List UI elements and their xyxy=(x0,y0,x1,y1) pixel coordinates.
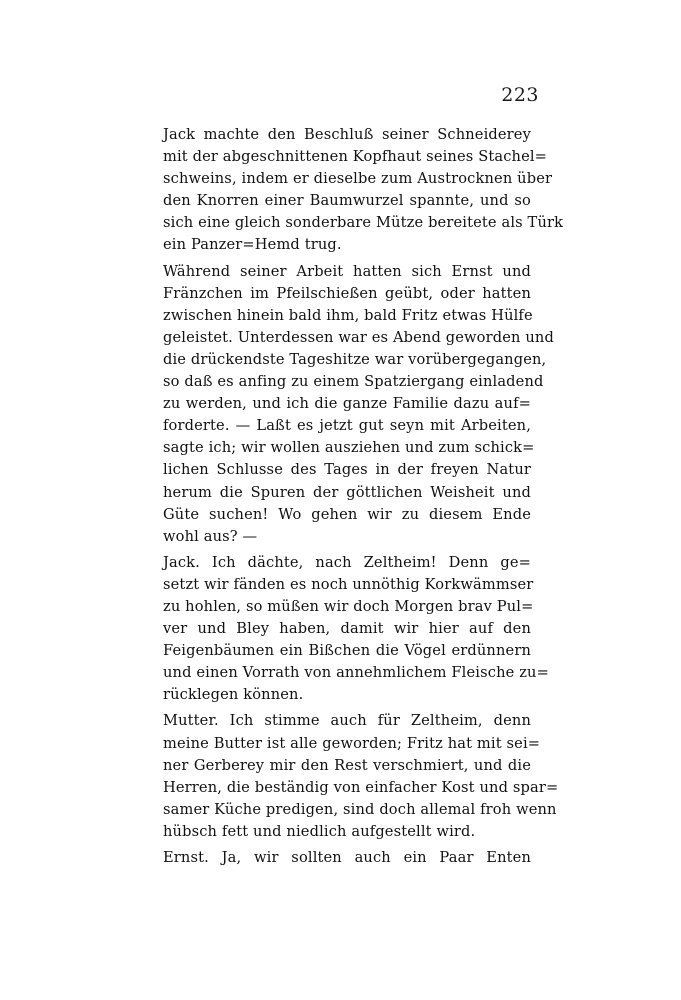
text-line: ver und Bley haben, damit wir hier auf den xyxy=(163,620,531,638)
text-line: mit der abgeschnittenen Kopfhaut seines Stachel= xyxy=(163,148,548,166)
text-line: zwischen hinein bald ihm, bald Fritz etwas Hülfe xyxy=(163,306,533,324)
text-line: wohl aus? — xyxy=(163,527,258,545)
text-line: zu hohlen, so müßen wir doch Morgen brav Pul= xyxy=(163,597,534,615)
text-line: zu werden, und ich die ganze Familie dazu auf= xyxy=(163,395,531,413)
page-number: 223 xyxy=(501,84,539,106)
text-line: lichen Schlusse des Tages in der freyen Natur xyxy=(163,461,531,479)
text-line: so daß es anfing zu einem Spatziergang einladend xyxy=(163,373,544,391)
text-line: forderte. — Laßt es jetzt gut seyn mit Arbeiten, xyxy=(163,417,531,435)
text-line: Während seiner Arbeit hatten sich Ernst und xyxy=(163,262,531,280)
text-line: Güte suchen! Wo gehen wir zu diesem Ende xyxy=(163,505,531,523)
text-line: geleistet. Unterdessen war es Abend geworden und xyxy=(163,328,554,346)
text-line: Jack. Ich dächte, nach Zeltheim! Denn ge= xyxy=(163,553,531,571)
text-line: samer Küche predigen, sind doch allemal froh wenn xyxy=(163,800,557,818)
text-line: sagte ich; wir wollen ausziehen und zum schick= xyxy=(163,439,535,457)
text-line: herum die Spuren der göttlichen Weisheit und xyxy=(163,483,531,501)
text-line: ein Panzer=Hemd trug. xyxy=(163,236,342,254)
body-text xyxy=(163,124,564,869)
text-line: Mutter. Ich stimme auch für Zeltheim, denn xyxy=(163,712,531,730)
text-line: und einen Vorrath von annehmlichem Fleische zu= xyxy=(163,664,549,682)
text-line: rücklegen können. xyxy=(163,686,304,704)
text-line: ner Gerberey mir den Rest verschmiert, und die xyxy=(163,756,531,774)
text-line: setzt wir fänden es noch unnöthig Korkwämmser xyxy=(163,575,534,593)
text-line: schweins, indem er dieselbe zum Austrocknen über xyxy=(163,170,553,188)
text-line: sich eine gleich sonderbare Mütze bereitete als Türk xyxy=(163,214,564,232)
text-line: hübsch fett und niedlich aufgestellt wird. xyxy=(163,822,476,840)
text-line: den Knorren einer Baumwurzel spannte, und so xyxy=(163,192,531,210)
text-line: meine Butter ist alle geworden; Fritz hat mit sei= xyxy=(163,734,541,752)
text-line: Feigenbäumen ein Bißchen die Vögel erdünnern xyxy=(163,642,531,660)
text-line: Fränzchen im Pfeilschießen geübt, oder hatten xyxy=(163,284,531,302)
text-line: Ernst. Ja, wir sollten auch ein Paar Enten xyxy=(163,849,531,866)
text-line: Jack machte den Beschluß seiner Schneiderey xyxy=(163,126,531,143)
text-line: Herren, die beständig von einfacher Kost und spar= xyxy=(163,778,559,796)
text-line: die drückendste Tageshitze war vorübergegangen, xyxy=(163,350,547,368)
